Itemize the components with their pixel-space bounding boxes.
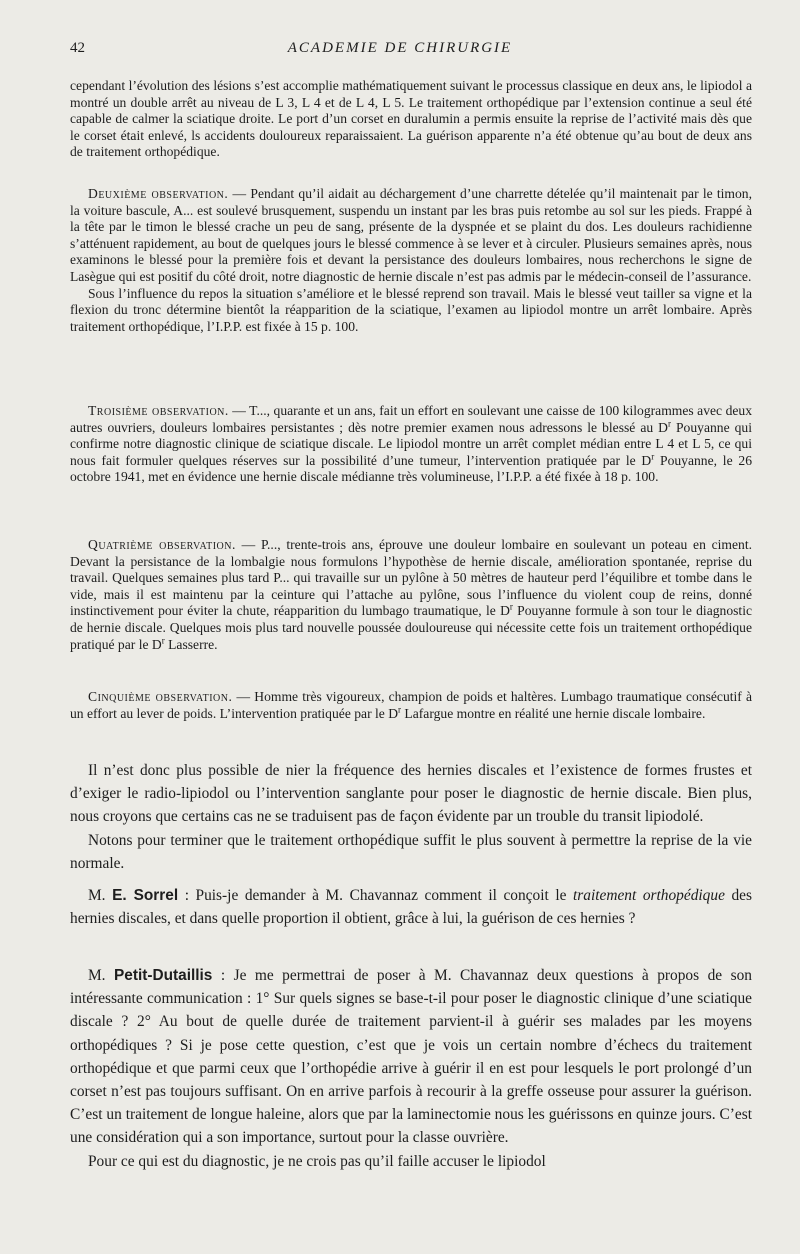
sorrel-text-b: des hernies discales, et dans quelle proportion il obtient, grâce à lui, la guérison de ces hernies ? [70,887,752,928]
running-title: ACADEMIE DE CHIRURGIE [287,40,513,56]
petit-dutaillis-paragraph-2: Pour ce qui est du diagnostic, je ne crois pas qu’il faille accuser le lipiodol [88,1152,546,1170]
conclusion-block [70,759,752,875]
observation-2-followup: Sous l’influence du repos la situation s’améliore et le blessé reprend son travail. Mais le blessé veut tailler sa vigne et la flexion du tronc détermine bientôt la réapparition de la sciatique, l’examen au lipiodol montre un arrêt lombaire. Après traitement orthopédique, l’I.P.P. est fixée à 15 p. 100. [70,285,752,334]
observation-4-paragraph [70,537,752,653]
observation-3-text-b: Pouyanne qui confirme notre diagnostic clinique de sciatique discale. Le lipiodol montre un arrêt complet médian entre L 4 et L 5, ce qui nous fait formuler quelques réserves sur la possibilité d’une tumeur, l’intervention pratiquée par le D [70,419,752,468]
conclusion-paragraph-1: Il n’est donc plus possible de nier la fréquence des hernies discales et l’existence de formes frustes et d’exiger le radio-lipiodol ou l’intervention sanglante pour poser le diagnostic de hernie discale. Bien plus, nous croyons que certains cas ne se traduisent pas de façon évidente par un trouble du transit lipiodolé. [70,762,752,826]
dr-superscript: r [667,418,671,429]
observation-3-text-a: — T..., quarante et un ans, fait un effort en soulevant une caisse de 100 kilogrammes avec deux autres ouvriers, douleurs lombaires persistantes ; dès notre premier examen nous adressons le blessé au D [70,403,752,435]
sorrel-remark [70,884,752,930]
observation-5-text-b: Lafargue montre en réalité une hernie discale lombaire. [401,705,706,721]
speaker-name-sorrel: E. Sorrel [112,887,179,904]
intro-paragraph: cependant l’évolution des lésions s’est accomplie mathématiquement suivant le processus classique en deux ans, le lipiodol a montré un double arrêt au niveau de L 3, L 4 et de L 4, L 5. Le traitement orthopédique par l’extension continue a seul été capable de calmer la sciatique droite. Le port d’un corset en duralumin a permis ensuite la reprise de l’activité mais dès que le corset était enlevé, ls accidents douloureux reparaissaient. La guérison apparente n’a été obtenue qu’au bout de deux ans de traitement orthopédique. [70,78,752,160]
observation-5-paragraph [70,689,752,722]
observation-4-label: Quatrième observation. [88,537,236,552]
observation-5 [70,689,752,722]
petit-dutaillis-remark [70,964,752,1173]
speaker-prefix: M. [88,887,113,904]
observation-4-text-c: Lasserre. [164,636,218,652]
dr-superscript: r [651,451,655,462]
observation-3-text-c: Pouyanne, le 26 octobre 1941, met en évidence une hernie discale médianne très volumineuse, l’I.P.P. a été fixée à 18 p. 100. [70,452,752,485]
observation-3-label: Troisième observation. [88,403,229,418]
observation-3-paragraph [70,403,752,486]
observation-4-text-a: — P..., trente-trois ans, éprouve une douleur lombaire en soulevant un poteau en ciment. Devant la persistance de la lombalgie nous formulons l’hypothèse de hernie discale, amélioration spontanée, reprise du travail. Quelques semaines plus tard P... qui travaille sur un pylône à 50 mètres de hauteur perd l’équilibre et tombe dans le vide, mais il est maintenu par la ceinture qui l’attache au pylône, sous l’influence du violent coup de reins, donné instinctivement pour éviter la chute, réapparition du lumbago traumatique, le D [70,537,753,619]
dr-superscript: r [161,635,165,646]
sorrel-paragraph [70,884,752,930]
petit-dutaillis-paragraph [70,964,752,1150]
observation-4-text-b: Pouyanne formule à son tour le diagnostic de hernie discale. Quelques mois plus tard nouvelle poussée douloureuse qui nécessite cette fois un traitement orthopédique pratiqué par le D [70,603,753,652]
observation-4 [70,537,752,653]
dr-superscript: r [509,601,513,612]
page-header [70,40,730,62]
conclusion-paragraph-2: Notons pour terminer que le traitement orthopédique suffit le plus souvent à permettre la reprise de la vie normale. [70,831,752,872]
page-number: 42 [70,40,85,56]
sorrel-text-a: : Puis-je demander à M. Chavannaz comment il conçoit le [178,887,573,904]
dr-superscript: r [398,704,402,715]
speaker-prefix: M. [88,967,115,984]
speaker-name-petit-dutaillis: Petit-Dutaillis [114,967,213,984]
observation-2 [70,186,752,335]
observation-2-label: Deuxième observation. [88,186,229,201]
petit-dutaillis-text: : Je me permettrai de poser à M. Chavannaz deux questions à propos de son intéressante communication : 1° Sur quels signes se base-t-il pour poser le diagnostic clinique d’une sciatique discale ? 2° Au bout de quelle durée de traitement parvient-il à guérir ses malades par les moyens orthopédiques ? Si je pose cette question, c’est que je vois un certain nombre d’échecs du traitement orthopédique et que parmi ceux que l’orthopédie arrive à guérir il en est pour lesquels le port prolongé d’un corset n’est pas toujours suffisant. On en arrive parfois à recourir à la greffe osseuse pour assurer la guérison. C’est un traitement de longue haleine, alors que par la laminectomie nous les guérissons en quinze jours. C’est une considération qui a son importance, surtout pour la classe ouvrière. [70,967,752,1147]
intro-block [70,78,752,161]
observation-5-text-a: — Homme très vigoureux, champion de poids et haltères. Lumbago traumatique consécutif à un effort au lever de poids. L’intervention pratiquée par le D [70,689,753,721]
observation-2-text: — Pendant qu’il aidait au déchargement d’une charrette dételée qu’il maintenait par le timon, la voiture bascule, A... est soulevé brusquement, suspendu un instant par les bras puis retombe au sol sur les pieds. Frappé à la tête par le timon le blessé crache un peu de sang, présente de la dyspnée et se plaint du dos. Les douleurs rachidienne s’atténuent rapidement, au bout de quelques jours le blessé commence à se lever et à circuler. Plusieurs semaines après, nous examinons le blessé pour la première fois et devant la persistance des douleurs lombaires, nous recherchons le signe de Lasègue qui est positif du côté droit, notre diagnostic de hernie discale n’est pas admis par le médecin-conseil de l’assurance. [70,186,753,284]
observation-3 [70,403,752,486]
sorrel-emphasis: traitement orthopédique [573,887,725,904]
observation-5-label: Cinquième observation. [88,689,233,704]
observation-2-paragraph [70,186,752,286]
